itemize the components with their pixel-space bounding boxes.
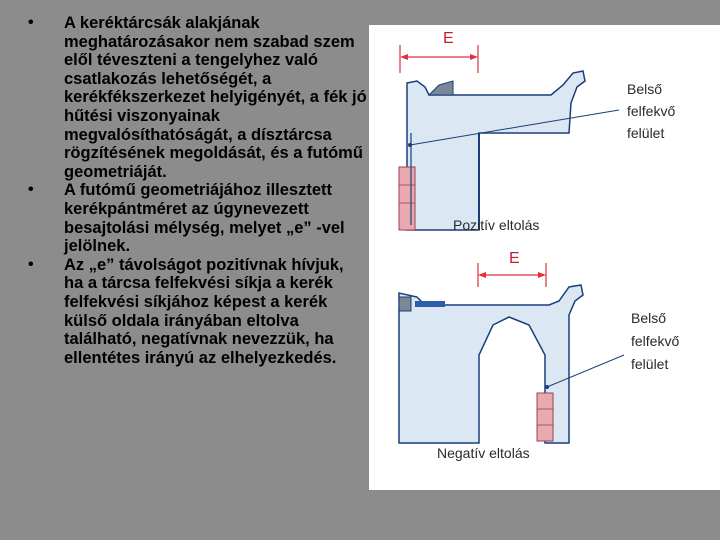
bullet-item bbox=[22, 181, 367, 255]
negative-offset-diagram bbox=[399, 263, 624, 443]
bottom-surface-label-line2: felfekvő bbox=[631, 333, 680, 349]
bullet-text: Az „e” távolságot pozitívnak hívjuk, ha a tárcsa felfekvési síkja a kerék felfekvési síkjához képest a kerék külső oldala irányában eltolva található, negatívnak nevezzük, ha ellentétes irányú az elhelyezkedés. bbox=[64, 255, 344, 367]
bullet-marker: • bbox=[28, 14, 34, 31]
bottom-caption: Negatív eltolás bbox=[437, 445, 530, 461]
bullet-marker: • bbox=[28, 181, 34, 199]
top-dimension-label: E bbox=[443, 30, 454, 47]
bullet-text: A futómű geometriájához illesztett kerékpántméret az úgynevezett besajtolási mélység, melyet „e” -vel jelölnek. bbox=[64, 181, 345, 256]
top-surface-label-line3: felület bbox=[627, 125, 665, 141]
bottom-surface-label-line1: Belső bbox=[631, 310, 667, 326]
bullet-text: A keréktárcsák alakjának meghatározásakor nem szabad szem elől téveszteni a tengelyhez való csatlakozás lehetőségét, a kerékfékszerkezet helyigényét, a fék jó hűtési viszonyainak megvalósíthatóságát, a dísztárcsa rögzítésének megoldását, és a futómű geometriáját. bbox=[64, 14, 367, 181]
top-surface-label-line2: felfekvő bbox=[627, 103, 676, 119]
top-surface-label-line1: Belső bbox=[627, 81, 663, 97]
bottom-dimension-label: E bbox=[509, 250, 520, 267]
bottom-surface-label-line3: felület bbox=[631, 356, 669, 372]
bullet-item bbox=[22, 14, 367, 181]
bullet-marker: • bbox=[28, 255, 34, 273]
wheel-offset-drawing bbox=[369, 25, 720, 490]
top-caption: Pozitív eltolás bbox=[453, 217, 540, 233]
bullet-item bbox=[22, 256, 367, 368]
bullet-list bbox=[22, 14, 367, 367]
wheel-offset-figure bbox=[369, 25, 720, 490]
positive-offset-diagram bbox=[399, 45, 619, 230]
